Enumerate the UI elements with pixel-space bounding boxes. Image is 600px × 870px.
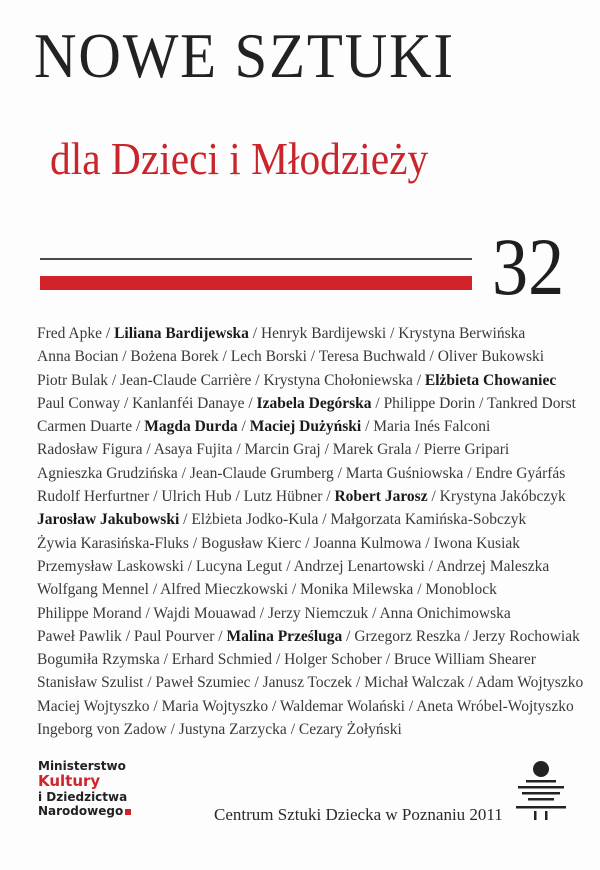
author-line — [37, 718, 577, 741]
author-name: Andrzej Maleszka — [436, 557, 550, 575]
author-name: Przemysław Laskowski — [37, 557, 184, 575]
author-name: Bogumiła Rzymska — [37, 651, 160, 669]
author-name: Tankred Dorst — [487, 394, 576, 412]
author-name: Lech Borski — [230, 348, 307, 366]
author-name: Bogusław Kierc — [201, 534, 302, 552]
author-separator: / — [413, 581, 426, 599]
author-name: Krystyna Jakóbczyk — [439, 488, 566, 506]
author-name: Magda Durda — [144, 418, 238, 436]
ministry-dot-icon — [125, 809, 131, 815]
author-name: Holger Schober — [284, 651, 382, 669]
issue-number: 32 — [492, 221, 565, 312]
author-separator: / — [404, 697, 417, 715]
author-separator: / — [371, 394, 384, 412]
author-name: Maciej Wojtyszko — [37, 697, 150, 715]
author-name: Lutz Hübner — [243, 488, 323, 506]
author-name: Anna Onichimowska — [379, 604, 511, 622]
author-name: Małgorzata Kamińska-Sobczyk — [330, 511, 527, 529]
author-line — [37, 485, 577, 508]
author-separator: / — [460, 627, 473, 645]
author-name: Bruce William Shearer — [393, 651, 536, 669]
author-separator: / — [244, 394, 257, 412]
author-name: Rudolf Herfurtner — [37, 488, 150, 506]
author-separator: / — [427, 488, 440, 506]
author-separator: / — [411, 441, 424, 459]
author-name: Adam Wojtyszko — [475, 674, 584, 692]
author-line — [37, 322, 577, 345]
author-separator: / — [118, 348, 131, 366]
author-name: Aneta Wróbel-Wojtyszko — [416, 697, 574, 715]
author-name: Jerzy Rochowiak — [472, 627, 580, 645]
cover-title: NOWE SZTUKI — [34, 20, 455, 91]
author-separator: / — [425, 348, 438, 366]
author-line — [37, 345, 577, 368]
author-name: Kanlanféi Danaye — [132, 394, 245, 412]
author-name: Monoblock — [425, 581, 497, 599]
author-line — [37, 695, 577, 718]
author-separator: / — [421, 534, 434, 552]
author-separator: / — [177, 464, 190, 482]
author-separator: / — [218, 348, 231, 366]
author-name: Jerzy Niemczuk — [267, 604, 369, 622]
author-separator: / — [121, 627, 134, 645]
author-name: Wajdi Mouawad — [153, 604, 256, 622]
author-name: Paweł Pawlik — [37, 627, 122, 645]
author-name: Marek Grala — [332, 441, 412, 459]
author-separator: / — [288, 581, 301, 599]
author-name: Andrzej Lenartowski — [293, 557, 425, 575]
author-line — [37, 578, 577, 601]
author-separator: / — [251, 371, 264, 389]
author-name: Robert Jarosz — [334, 488, 428, 506]
author-separator: / — [381, 651, 394, 669]
author-line — [37, 392, 577, 415]
author-separator: / — [120, 394, 133, 412]
author-name: Asaya Fujita — [153, 441, 233, 459]
author-name: Carmen Duarte — [37, 418, 133, 436]
author-name: Philippe Morand — [37, 604, 142, 622]
author-name: Maria Inés Falconi — [373, 418, 491, 436]
author-name: Justyna Zarzycka — [178, 721, 287, 739]
red-rule — [40, 276, 472, 290]
author-line — [37, 532, 577, 555]
author-name: Iwona Kusiak — [433, 534, 521, 552]
author-name: Jarosław Jakubowski — [37, 511, 180, 529]
author-line — [37, 555, 577, 578]
author-separator: / — [342, 627, 355, 645]
author-name: Michał Walczak — [364, 674, 465, 692]
author-name: Malina Prześluga — [226, 627, 343, 645]
author-name: Philippe Dorin — [383, 394, 476, 412]
author-name: Maria Wojtyszko — [161, 697, 269, 715]
ministry-logo — [38, 759, 178, 818]
author-name: Jean-Claude Grumberg — [189, 464, 334, 482]
author-separator: / — [361, 418, 374, 436]
author-separator: / — [132, 418, 145, 436]
author-name: Pierre Gripari — [423, 441, 510, 459]
author-separator: / — [282, 557, 294, 575]
author-separator: / — [248, 325, 261, 342]
author-name: Żywia Karasińska-Fluks — [37, 534, 189, 552]
author-name: Ulrich Hub — [161, 488, 232, 506]
author-name: Paweł Szumiec — [155, 674, 251, 692]
author-separator: / — [149, 488, 162, 506]
author-separator: / — [108, 371, 121, 389]
author-separator: / — [412, 371, 425, 389]
author-name: Paul Pourver — [133, 627, 215, 645]
author-name: Alfred Mieczkowski — [160, 581, 289, 599]
author-line — [37, 648, 577, 671]
author-separator: / — [318, 511, 331, 529]
author-name: Maciej Dużyński — [249, 418, 362, 436]
author-separator: / — [301, 534, 314, 552]
author-name: Radosław Figura — [37, 441, 143, 459]
author-line — [37, 602, 577, 625]
author-name: Erhard Schmied — [171, 651, 273, 669]
author-separator: / — [188, 534, 202, 552]
author-separator: / — [166, 721, 179, 739]
author-name: Stanisław Szulist — [37, 674, 144, 692]
theatre-stage-figure-icon — [516, 760, 566, 822]
author-name: Janusz Toczek — [262, 674, 353, 692]
author-name: Piotr Bulak — [37, 371, 109, 389]
author-name: Wolfgang Mennel — [37, 581, 149, 599]
author-name: Grzegorz Reszka — [354, 627, 461, 645]
author-separator: / — [142, 441, 154, 459]
author-line — [37, 508, 577, 531]
author-separator: / — [102, 325, 115, 342]
author-line — [37, 671, 584, 694]
author-name: Marcin Graj — [244, 441, 321, 459]
author-name: Oliver Bukowski — [437, 348, 545, 366]
author-name: Agnieszka Grudzińska — [37, 464, 178, 482]
ministry-line-1: Ministerstwo — [38, 759, 126, 773]
author-separator: / — [231, 488, 244, 506]
cover-subtitle: dla Dzieci i Młodzieży — [50, 133, 429, 184]
author-line — [37, 625, 580, 648]
author-name: Lucyna Legut — [195, 557, 283, 575]
author-name: Cezary Żołyński — [298, 721, 402, 739]
author-name: Bożena Borek — [130, 348, 219, 366]
author-name: Henryk Bardijewski — [260, 325, 387, 342]
author-separator: / — [352, 674, 365, 692]
author-separator: / — [272, 651, 285, 669]
author-name: Anna Bocian — [37, 348, 119, 366]
author-name: Fred Apke — [37, 325, 103, 342]
author-separator: / — [463, 464, 476, 482]
author-name: Endre Gyárfás — [475, 464, 566, 482]
author-separator: / — [322, 488, 335, 506]
author-separator: / — [141, 604, 154, 622]
author-separator: / — [237, 418, 250, 436]
author-name: Waldemar Wolański — [279, 697, 405, 715]
authors-list — [37, 322, 584, 741]
author-name: Ingeborg von Zadow — [37, 721, 167, 739]
author-separator: / — [464, 674, 476, 692]
publisher-imprint: Centrum Sztuki Dziecka w Poznaniu 2011 — [214, 805, 503, 824]
author-separator: / — [386, 325, 399, 342]
author-separator: / — [179, 511, 192, 529]
author-name: Liliana Bardijewska — [114, 325, 249, 342]
author-separator: / — [268, 697, 280, 715]
author-name: Krystyna Berwińska — [398, 325, 526, 342]
author-separator: / — [306, 348, 319, 366]
author-separator: / — [286, 721, 299, 739]
author-line — [37, 415, 577, 438]
author-name: Krystyna Chołoniewska — [263, 371, 413, 389]
author-separator: / — [149, 697, 162, 715]
ministry-line-2: Kultury — [38, 772, 101, 790]
author-name: Paul Conway — [37, 394, 121, 412]
author-separator: / — [159, 651, 172, 669]
author-name: Monika Milewska — [300, 581, 414, 599]
author-separator: / — [320, 441, 333, 459]
author-name: Teresa Buchwald — [318, 348, 426, 366]
author-separator: / — [143, 674, 156, 692]
author-name: Elżbieta Chowaniec — [424, 371, 557, 389]
author-line — [37, 369, 577, 392]
ministry-line-3: i Dziedzictwa — [38, 790, 128, 804]
author-line — [37, 462, 577, 485]
author-separator: / — [368, 604, 380, 622]
author-name: Izabela Degórska — [256, 394, 372, 412]
author-separator: / — [250, 674, 263, 692]
author-separator: / — [214, 627, 227, 645]
author-line — [37, 438, 577, 461]
author-name: Jean-Claude Carrière — [120, 371, 252, 389]
author-separator: / — [333, 464, 346, 482]
author-separator: / — [424, 557, 437, 575]
ministry-line-4: Narodowego — [38, 804, 124, 818]
author-separator: / — [475, 394, 488, 412]
author-separator: / — [232, 441, 245, 459]
author-name: Elżbieta Jodko-Kula — [191, 511, 319, 529]
author-separator: / — [183, 557, 196, 575]
author-name: Marta Guśniowska — [345, 464, 464, 482]
author-separator: / — [255, 604, 268, 622]
author-name: Joanna Kulmowa — [313, 534, 422, 552]
author-separator: / — [148, 581, 161, 599]
thin-rule — [40, 258, 472, 260]
